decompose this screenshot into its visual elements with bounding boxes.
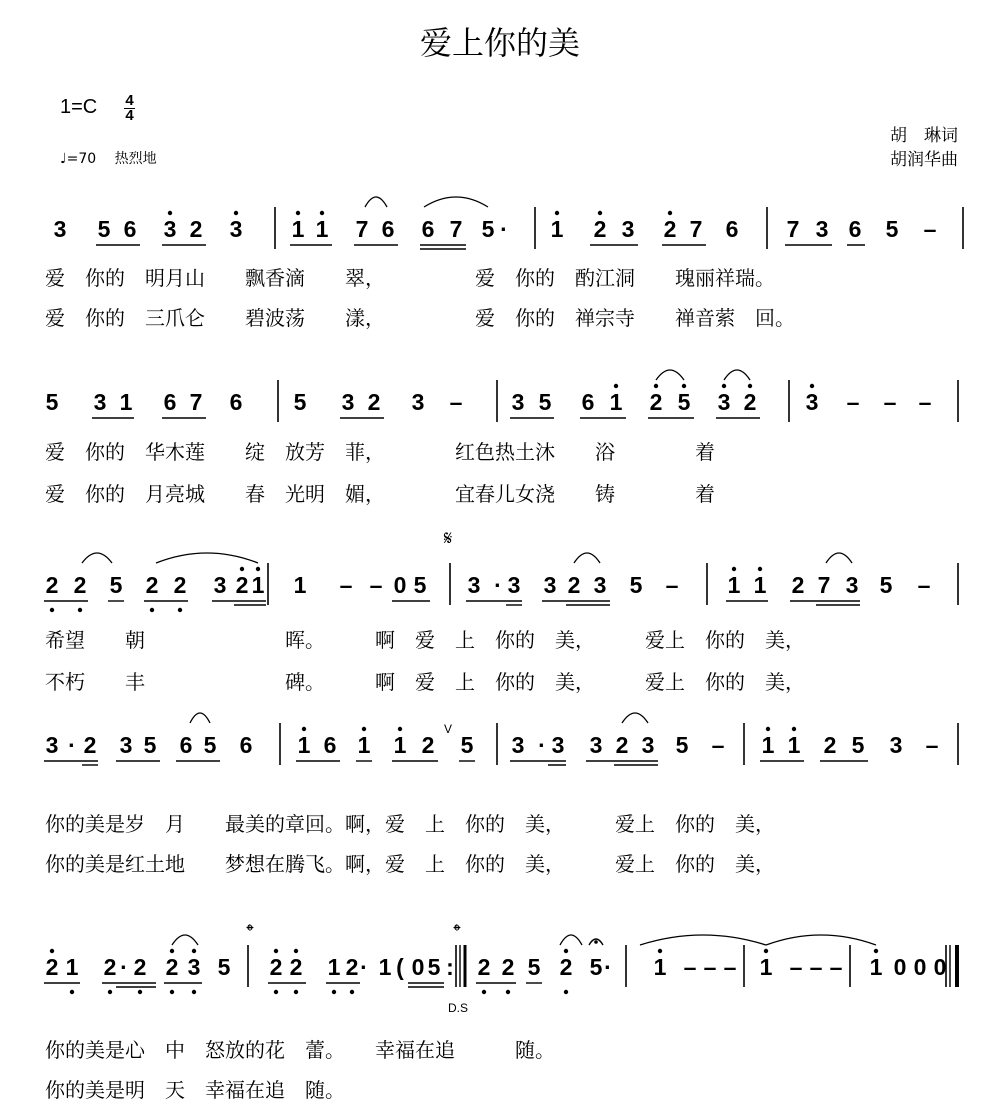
lyricist-credit: 胡 琳词 bbox=[890, 126, 958, 146]
note-r2-m2-4: 2 bbox=[567, 572, 581, 598]
note-r3-m3-4: 3 bbox=[889, 732, 903, 758]
note-r0-m1-2: 7 bbox=[355, 216, 369, 242]
slur-r1-0 bbox=[656, 370, 684, 380]
note-r2-m0-2: 5 bbox=[109, 572, 123, 598]
note-r0-m2-0: 1 bbox=[550, 216, 564, 242]
note-r4-m0-5: 2 bbox=[165, 954, 179, 980]
note-r4-m2-3: 2 bbox=[559, 954, 573, 980]
note-r4-m1-2: 1 bbox=[327, 954, 341, 980]
note-r1-m0-0: 5 bbox=[45, 389, 59, 415]
note-r2-m1-3: 0 bbox=[393, 572, 407, 598]
octave-up-dot-r4-4 bbox=[294, 949, 298, 953]
note-r3-m3-1: 1 bbox=[787, 732, 801, 758]
note-r3-m1-0: 1 bbox=[297, 732, 311, 758]
note-r4-m0-6: 3 bbox=[187, 954, 201, 980]
octave-up-dot-r2-3 bbox=[758, 567, 762, 571]
lyric-line-r1-0: 爱 你的 华木莲 绽 放芳 菲， 红色热土沐 浴 着 bbox=[45, 440, 715, 464]
note-r4-m5-1: 0 bbox=[893, 954, 907, 980]
note-r0-m1-5: 7 bbox=[449, 216, 463, 242]
lyric-line-r4-1: 你的美是明 天 幸福在追 随。 bbox=[45, 1078, 345, 1102]
note-r0-m0-3: 3 bbox=[163, 216, 177, 242]
octave-up-dot-r3-4 bbox=[792, 727, 796, 731]
note-r3-m0-0: 3 bbox=[45, 732, 59, 758]
note-r4-m0-2: 2 bbox=[103, 954, 117, 980]
octave-up-dot-r3-0 bbox=[302, 727, 306, 731]
note-r2-m3-3: 7 bbox=[817, 572, 831, 598]
note-r0-m1-6: 5 bbox=[481, 216, 495, 242]
octave-down-dot-r2-1 bbox=[78, 608, 82, 612]
note-r3-m3-5: – bbox=[925, 732, 939, 758]
slur-r2-1 bbox=[156, 553, 258, 563]
note-r0-m0-4: 2 bbox=[189, 216, 203, 242]
octave-up-dot-r0-4 bbox=[555, 211, 559, 215]
note-r3-m0-4: 5 bbox=[143, 732, 157, 758]
note-r0-m2-4: 7 bbox=[689, 216, 703, 242]
slur-r2-2 bbox=[574, 553, 600, 563]
note-r3-m0-1: · bbox=[68, 732, 76, 758]
note-r3-m1-1: 6 bbox=[323, 732, 337, 758]
octave-down-dot-r4-5 bbox=[274, 990, 278, 994]
octave-up-dot-r1-2 bbox=[682, 384, 686, 388]
note-r4-m4-1: – bbox=[789, 954, 803, 980]
octave-down-dot-r2-3 bbox=[178, 608, 182, 612]
octave-up-dot-r2-1 bbox=[256, 567, 260, 571]
slur-r3-0 bbox=[190, 713, 210, 723]
octave-down-dot-r4-1 bbox=[108, 990, 112, 994]
octave-down-dot-r2-2 bbox=[150, 608, 154, 612]
note-r1-m2-4: 2 bbox=[649, 389, 663, 415]
tempo-value: ♩=70 bbox=[60, 151, 97, 167]
segno-sign: 𝄋 bbox=[443, 526, 453, 550]
coda-sign-1: 𝄌 bbox=[453, 919, 461, 943]
note-r1-m3-2: – bbox=[883, 389, 897, 415]
note-r4-m3-3: – bbox=[723, 954, 737, 980]
octave-up-dot-r3-2 bbox=[398, 727, 402, 731]
note-r1-m0-1: 3 bbox=[93, 389, 107, 415]
note-r4-m0-3: · bbox=[120, 954, 128, 980]
note-r3-m3-3: 5 bbox=[851, 732, 865, 758]
note-r3-m1-5: 5 bbox=[460, 732, 474, 758]
note-r4-m2-1: 2 bbox=[501, 954, 515, 980]
slur-r2-0 bbox=[82, 553, 112, 563]
octave-up-dot-r1-0 bbox=[614, 384, 618, 388]
octave-down-dot-r4-2 bbox=[138, 990, 142, 994]
coda-sign-0: 𝄌 bbox=[246, 919, 254, 943]
note-r0-m1-0: 1 bbox=[291, 216, 305, 242]
octave-up-dot-r1-3 bbox=[722, 384, 726, 388]
note-r4-m3-1: – bbox=[683, 954, 697, 980]
note-r1-m2-3: 1 bbox=[609, 389, 623, 415]
lyric-line-r0-0: 爱 你的 明月山 飘香滴 翠， 爱 你的 酌江洞 瑰丽祥瑞。 bbox=[45, 266, 775, 290]
octave-down-dot-r4-6 bbox=[294, 990, 298, 994]
octave-up-dot-r2-0 bbox=[240, 567, 244, 571]
octave-down-dot-r2-0 bbox=[50, 608, 54, 612]
note-r4-m2-0: 2 bbox=[477, 954, 491, 980]
octave-up-dot-r4-1 bbox=[170, 949, 174, 953]
lyric-line-r1-1: 爱 你的 月亮城 春 光明 媚， 宜春儿女浇 铸 着 bbox=[45, 482, 715, 506]
octave-down-dot-r4-4 bbox=[192, 990, 196, 994]
note-r2-m2-7: – bbox=[665, 572, 679, 598]
note-r4-m2-2: 5 bbox=[527, 954, 541, 980]
note-r2-m2-0: 3 bbox=[467, 572, 481, 598]
note-r2-m1-1: – bbox=[339, 572, 353, 598]
lyric-line-r3-1: 你的美是红土地 梦想在腾飞。啊，爱 上 你的 美， 爱上 你的 美， bbox=[45, 852, 775, 876]
note-r3-m3-0: 1 bbox=[761, 732, 775, 758]
slur-r4-1 bbox=[560, 935, 582, 945]
note-r4-m1-0: 2 bbox=[269, 954, 283, 980]
note-r2-m3-5: 5 bbox=[879, 572, 893, 598]
octave-down-dot-r4-3 bbox=[170, 990, 174, 994]
note-r4-m2-4: 5 bbox=[589, 954, 603, 980]
note-r3-m0-2: 2 bbox=[83, 732, 97, 758]
note-r4-m0-0: 2 bbox=[45, 954, 59, 980]
note-r2-m0-7: 1 bbox=[251, 572, 265, 598]
note-r1-m0-4: 7 bbox=[189, 389, 203, 415]
lyric-line-r2-1: 不朽 丰 碑。 啊 爱 上 你的 美， 爱上 你的 美， bbox=[45, 670, 805, 694]
note-r0-m0-5: 3 bbox=[229, 216, 243, 242]
slur-r1-1 bbox=[724, 370, 750, 380]
slur-r0-1 bbox=[424, 197, 488, 207]
note-r2-m2-1: · bbox=[494, 572, 502, 598]
note-r4-m5-3: 0 bbox=[933, 954, 947, 980]
octave-up-dot-r2-2 bbox=[732, 567, 736, 571]
note-r1-m1-4: – bbox=[449, 389, 463, 415]
octave-up-dot-r4-6 bbox=[658, 949, 662, 953]
note-r3-m2-6: 5 bbox=[675, 732, 689, 758]
octave-up-dot-r0-6 bbox=[668, 211, 672, 215]
note-r3-m0-7: 6 bbox=[239, 732, 253, 758]
note-r1-m2-2: 6 bbox=[581, 389, 595, 415]
note-r2-m3-6: – bbox=[917, 572, 931, 598]
note-r3-m2-0: 3 bbox=[511, 732, 525, 758]
lyric-line-r3-0: 你的美是岁 月 最美的章回。啊，爱 上 你的 美， 爱上 你的 美， bbox=[45, 812, 775, 836]
breath-mark: V bbox=[443, 722, 453, 736]
note-r1-m1-0: 5 bbox=[293, 389, 307, 415]
note-r3-m1-3: 1 bbox=[393, 732, 407, 758]
note-r2-m0-6: 2 bbox=[235, 572, 249, 598]
note-r4-m1-5: 1 bbox=[378, 954, 392, 980]
note-r2-m1-4: 5 bbox=[413, 572, 427, 598]
note-r4-m5-0: 1 bbox=[869, 954, 883, 980]
lyric-line-r4-0: 你的美是心 中 怒放的花 蕾。 幸福在追 随。 bbox=[45, 1038, 555, 1062]
note-r2-m2-3: 3 bbox=[543, 572, 557, 598]
note-r4-m1-8: 5 bbox=[427, 954, 441, 980]
note-r0-m0-0: 3 bbox=[53, 216, 67, 242]
note-r3-m1-2: 1 bbox=[357, 732, 371, 758]
lyric-line-r2-0: 希望 朝 晖。 啊 爱 上 你的 美， 爱上 你的 美， bbox=[45, 628, 805, 652]
note-r3-m2-1: · bbox=[538, 732, 546, 758]
note-r1-m0-2: 1 bbox=[119, 389, 133, 415]
slur-r4-2 bbox=[640, 935, 766, 945]
note-r0-m3-4: – bbox=[923, 216, 937, 242]
note-r4-m4-0: 1 bbox=[759, 954, 773, 980]
note-r2-m2-6: 5 bbox=[629, 572, 643, 598]
note-r4-m2-5: · bbox=[604, 954, 612, 980]
note-r2-m0-4: 2 bbox=[173, 572, 187, 598]
octave-up-dot-r4-7 bbox=[764, 949, 768, 953]
octave-up-dot-r0-0 bbox=[168, 211, 172, 215]
octave-up-dot-r0-2 bbox=[296, 211, 300, 215]
octave-down-dot-r4-10 bbox=[506, 990, 510, 994]
note-r4-m1-1: 2 bbox=[289, 954, 303, 980]
octave-up-dot-r4-3 bbox=[274, 949, 278, 953]
expression-marking: 热烈地 bbox=[114, 151, 157, 167]
note-r3-m2-4: 2 bbox=[615, 732, 629, 758]
slur-r2-3 bbox=[826, 553, 852, 563]
octave-up-dot-r0-5 bbox=[598, 211, 602, 215]
note-r2-m2-5: 3 bbox=[593, 572, 607, 598]
note-r3-m2-2: 3 bbox=[551, 732, 565, 758]
note-r3-m0-3: 3 bbox=[119, 732, 133, 758]
note-r3-m0-5: 6 bbox=[179, 732, 193, 758]
octave-down-dot-r4-8 bbox=[350, 990, 354, 994]
note-r0-m1-1: 1 bbox=[315, 216, 329, 242]
note-r1-m3-0: 3 bbox=[805, 389, 819, 415]
note-r0-m3-1: 3 bbox=[815, 216, 829, 242]
time-signature-bottom: 4 bbox=[125, 107, 134, 124]
octave-up-dot-r4-0 bbox=[50, 949, 54, 953]
note-r2-m3-1: 1 bbox=[753, 572, 767, 598]
octave-up-dot-r1-4 bbox=[748, 384, 752, 388]
fermata-dot bbox=[594, 940, 598, 944]
octave-up-dot-r4-2 bbox=[192, 949, 196, 953]
octave-down-dot-r4-11 bbox=[564, 990, 568, 994]
slur-r4-3 bbox=[766, 935, 876, 945]
note-r0-m3-2: 6 bbox=[848, 216, 862, 242]
note-r2-m0-3: 2 bbox=[145, 572, 159, 598]
octave-up-dot-r1-5 bbox=[810, 384, 814, 388]
note-r2-m2-2: 3 bbox=[507, 572, 521, 598]
note-r0-m3-0: 7 bbox=[786, 216, 800, 242]
octave-down-dot-r4-0 bbox=[70, 990, 74, 994]
note-r4-m4-2: – bbox=[809, 954, 823, 980]
note-r1-m2-5: 5 bbox=[677, 389, 691, 415]
note-r0-m0-1: 5 bbox=[97, 216, 111, 242]
key-signature: 1=C bbox=[60, 96, 98, 118]
note-r3-m1-4: 2 bbox=[421, 732, 435, 758]
note-r4-m0-1: 1 bbox=[65, 954, 79, 980]
note-r1-m3-3: – bbox=[918, 389, 932, 415]
composer-credit: 胡润华曲 bbox=[890, 150, 958, 170]
note-r0-m1-7: · bbox=[500, 216, 508, 242]
note-r1-m1-3: 3 bbox=[411, 389, 425, 415]
note-r0-m2-1: 2 bbox=[593, 216, 607, 242]
octave-up-dot-r4-8 bbox=[874, 949, 878, 953]
note-r0-m2-2: 3 bbox=[621, 216, 635, 242]
note-r3-m2-3: 3 bbox=[589, 732, 603, 758]
octave-up-dot-r3-1 bbox=[362, 727, 366, 731]
octave-up-dot-r0-3 bbox=[320, 211, 324, 215]
note-r2-m0-5: 3 bbox=[213, 572, 227, 598]
note-r3-m2-7: – bbox=[711, 732, 725, 758]
note-r1-m0-3: 6 bbox=[163, 389, 177, 415]
octave-up-dot-r4-5 bbox=[564, 949, 568, 953]
ds-marking: D.S bbox=[447, 1001, 469, 1015]
note-r1-m3-1: – bbox=[846, 389, 860, 415]
note-r4-m1-9: : bbox=[446, 954, 454, 980]
note-r2-m3-4: 3 bbox=[845, 572, 859, 598]
note-r1-m0-5: 6 bbox=[229, 389, 243, 415]
note-r2-m1-2: – bbox=[369, 572, 383, 598]
lyric-line-r0-1: 爱 你的 三爪仑 碧波荡 漾， 爱 你的 禅宗寺 禅音萦 回。 bbox=[45, 306, 795, 330]
note-r4-m1-3: 2 bbox=[345, 954, 359, 980]
note-r4-m1-4: · bbox=[360, 954, 368, 980]
note-r0-m2-5: 6 bbox=[725, 216, 739, 242]
octave-up-dot-r0-1 bbox=[234, 211, 238, 215]
note-r4-m0-7: 5 bbox=[217, 954, 231, 980]
note-r4-m3-0: 1 bbox=[653, 954, 667, 980]
note-r1-m2-7: 2 bbox=[743, 389, 757, 415]
note-r4-m5-2: 0 bbox=[913, 954, 927, 980]
note-r4-m3-2: – bbox=[703, 954, 717, 980]
note-r0-m2-3: 2 bbox=[663, 216, 677, 242]
note-r1-m1-1: 3 bbox=[341, 389, 355, 415]
slur-r3-1 bbox=[622, 713, 648, 723]
note-r0-m3-3: 5 bbox=[885, 216, 899, 242]
note-r1-m1-2: 2 bbox=[367, 389, 381, 415]
song-title: 爱上你的美 bbox=[419, 24, 580, 62]
note-r4-m1-6: ( bbox=[396, 954, 404, 980]
note-r2-m3-0: 1 bbox=[727, 572, 741, 598]
note-r4-m1-7: 0 bbox=[411, 954, 425, 980]
note-r3-m0-6: 5 bbox=[203, 732, 217, 758]
octave-up-dot-r3-3 bbox=[766, 727, 770, 731]
note-r0-m0-2: 6 bbox=[123, 216, 137, 242]
slur-r4-0 bbox=[172, 935, 198, 945]
note-r2-m0-0: 2 bbox=[45, 572, 59, 598]
note-r1-m2-6: 3 bbox=[717, 389, 731, 415]
note-r0-m1-4: 6 bbox=[421, 216, 435, 242]
note-r2-m0-1: 2 bbox=[73, 572, 87, 598]
slur-r0-0 bbox=[365, 197, 387, 207]
note-r2-m1-0: 1 bbox=[293, 572, 307, 598]
note-r1-m2-1: 5 bbox=[538, 389, 552, 415]
note-r4-m4-3: – bbox=[829, 954, 843, 980]
note-r1-m2-0: 3 bbox=[511, 389, 525, 415]
note-r4-m0-4: 2 bbox=[133, 954, 147, 980]
note-r3-m2-5: 3 bbox=[641, 732, 655, 758]
time-signature-top: 4 bbox=[125, 92, 134, 109]
octave-down-dot-r4-7 bbox=[332, 990, 336, 994]
note-r0-m1-3: 6 bbox=[381, 216, 395, 242]
note-r3-m3-2: 2 bbox=[823, 732, 837, 758]
octave-up-dot-r1-1 bbox=[654, 384, 658, 388]
note-r2-m3-2: 2 bbox=[791, 572, 805, 598]
octave-down-dot-r4-9 bbox=[482, 990, 486, 994]
